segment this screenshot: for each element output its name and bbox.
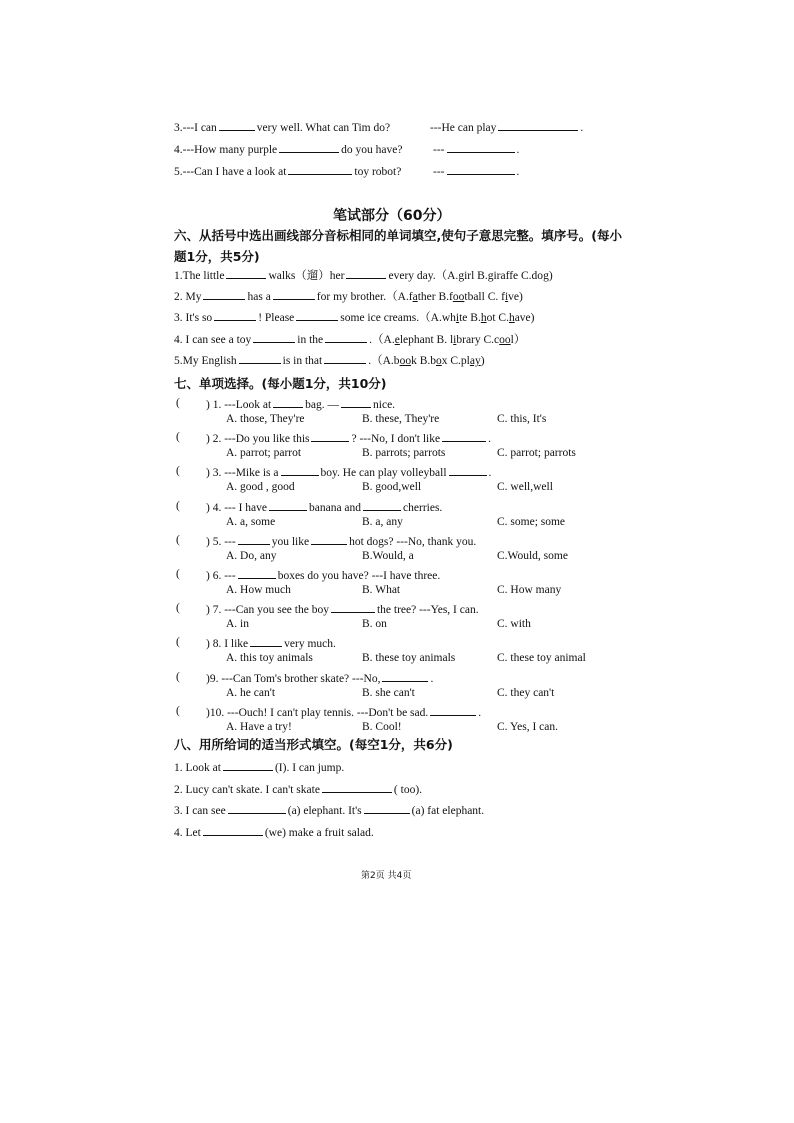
section-7-heading: 七、单项选择。(每小题1分，共10分) [174,376,387,391]
text: (we) make a fruit salad. [264,827,374,839]
question-text: ) 8. I like [206,638,249,650]
blank [226,268,266,279]
blank [311,431,349,442]
sec8-q3 [174,803,484,818]
blank [363,500,401,511]
blank [273,289,315,300]
underlined: i [453,334,457,346]
option-a: A. Have a try! [226,721,292,733]
text: ot C. [486,312,509,324]
option-a: A. a, some [226,516,276,528]
underlined: g [458,270,465,282]
question-text: )10. ---Ouch! I can't play tennis. ---Don't be sad. [206,707,429,719]
text: 3.---I can [174,122,217,134]
text: (I). I can jump. [274,762,345,774]
sec7-question-9 [206,671,433,685]
sec7-question-10 [206,705,481,719]
text: k B.b [411,355,436,367]
text: in the [297,334,324,346]
option-c: C. Yes, I can. [497,721,559,733]
question-text: ) 4. --- I have [206,502,267,514]
section-8-heading: 八、用所给词的适当形式填空。(每空1分，共6分) [174,737,453,752]
blank [281,465,319,476]
underlined: h [508,312,515,324]
text: ) [480,355,485,367]
blank [253,332,295,343]
option-c: C.Would, some [497,550,568,562]
question-text: . [488,467,492,479]
section-6-heading: 六、从括号中选出画线部分音标相同的单词填空,使句子意思完整。填序号。(每小 [174,228,622,243]
blank [447,142,515,153]
underlined: oo [499,334,511,346]
question-text: ) 5. --- [206,536,236,548]
sec6-q5 [174,353,485,368]
dialog-line-5-answer [433,164,519,179]
blank [219,120,255,131]
option-b: B. these, They're [362,413,440,425]
text: iraffe C.do [493,270,544,282]
sec8-q2 [174,782,422,797]
blank [324,353,366,364]
blank [311,534,347,545]
option-a: A. How much [226,584,291,596]
text: .（A. [369,334,395,346]
underlined: ay [469,355,481,367]
blank [296,310,338,321]
blank [346,268,386,279]
question-text: ? ---No, I don't like [351,433,441,445]
text: ---He can play [430,122,497,134]
text: ve) [508,291,523,303]
page-footer: 第2页 共4页 [361,871,412,881]
blank [449,465,487,476]
option-a: A. this toy animals [226,652,313,664]
underlined: i [455,312,460,324]
option-b: B.Would, a [362,550,414,562]
option-b: B. these toy animals [362,652,456,664]
question-text: nice. [373,399,396,411]
blank [273,397,303,408]
underlined: g [487,270,494,282]
dialog-line-5 [174,164,401,179]
text: --- [433,166,445,178]
answer-paren: ( [176,465,180,477]
blank [228,803,286,814]
text: . [580,122,584,134]
question-text: . [430,673,434,685]
question-text: ) 1. ---Look at [206,399,272,411]
underlined: i [504,291,509,303]
question-text: cherries. [403,502,443,514]
sec7-question-3 [206,465,491,479]
text: 4. I can see a toy [174,334,252,346]
answer-paren: ( [176,602,180,614]
question-text: very much. [284,638,336,650]
option-a: A. parrot; parrot [226,447,302,459]
text: (a) fat elephant. [411,805,485,817]
text: 1.The little [174,270,225,282]
underlined: o [435,355,442,367]
answer-paren: ( [176,431,180,443]
text: x C.pl [441,355,470,367]
answer-paren: ( [176,568,180,580]
blank [203,825,263,836]
option-a: A. good , good [226,481,295,493]
text: has a [247,291,271,303]
underlined: g [543,270,549,282]
sec6-q2 [174,289,523,304]
text: te B. [459,312,481,324]
blank [214,310,256,321]
dialog-line-4 [174,142,402,157]
blank [223,760,273,771]
blank [279,142,339,153]
text: 5.My English [174,355,237,367]
blank [442,431,486,442]
text: (a) elephant. It's [287,805,362,817]
option-a: A. in [226,618,249,630]
option-c: C. well,well [497,481,553,493]
option-b: B. parrots; parrots [362,447,446,459]
question-text: ) 2. ---Do you like this [206,433,310,445]
underlined: oo [399,355,412,367]
option-b: B. Cool! [362,721,402,733]
sec6-q1 [174,268,553,283]
answer-paren: ( [176,636,180,648]
blank [238,568,276,579]
blank [269,500,307,511]
blank [364,803,410,814]
option-a: A. Do, any [226,550,277,562]
blank [498,120,578,131]
question-text: ) 3. ---Mike is a [206,467,279,479]
question-text: . [478,707,482,719]
blank [331,602,375,613]
sec7-question-4 [206,500,442,514]
option-b: B. good,well [362,481,422,493]
question-text: the tree? ---Yes, I can. [376,604,479,616]
text: ) [548,270,553,282]
blank [288,164,352,175]
sec8-q1 [174,760,344,775]
blank [322,782,392,793]
sec7-question-1 [206,397,395,411]
text: .（A.b [368,355,400,367]
sec6-q3 [174,310,535,325]
text: is in that [282,355,323,367]
question-text: ) 6. --- [206,570,236,582]
question-text: )9. ---Can Tom's brother skate? ---No, [206,673,381,685]
option-b: B. a, any [362,516,403,528]
option-c: C. these toy animal [497,652,586,664]
text: tball C. f [464,291,505,303]
blank [250,636,282,647]
blank [325,332,367,343]
text: every day.（A. [388,270,459,282]
option-a: A. those, They're [226,413,305,425]
sec7-question-5 [206,534,476,548]
option-b: B. What [362,584,401,596]
answer-paren: ( [176,705,180,717]
text: ave) [514,312,535,324]
question-text: banana and [308,502,362,514]
option-b: B. on [362,618,387,630]
text: brary C.c [456,334,500,346]
text: do you have? [341,144,403,156]
written-section-title: 笔试部分（60分） [333,208,451,224]
blank [239,353,281,364]
underlined: a [412,291,418,303]
text: . [516,166,520,178]
text: ! Please [258,312,295,324]
dialog-line-4-answer [433,142,519,157]
blank [203,289,245,300]
question-text: hot dogs? ---No, thank you. [349,536,477,548]
text: some ice creams.（A.wh [340,312,456,324]
underlined: h [480,312,487,324]
question-text: . [488,433,491,445]
text: . [516,144,520,156]
text: 4.---How many purple [174,144,278,156]
option-a: A. he can't [226,687,276,699]
option-c: C. with [497,618,531,630]
text: irl B. [464,270,488,282]
text: 2. My [174,291,202,303]
text: --- [433,144,445,156]
question-text: you like [271,536,310,548]
text: 1. Look at [174,762,221,774]
text: 3. I can see [174,805,226,817]
text: very well. What can Tim do? [256,122,391,134]
underlined: e [394,334,400,346]
blank [430,705,476,716]
text: 3. It's so [174,312,213,324]
text: 5.---Can I have a look at [174,166,287,178]
question-text: ) 7. ---Can you see the boy [206,604,329,616]
option-c: C. How many [497,584,562,596]
sec7-question-8 [206,636,336,650]
dialog-line-3 [174,120,390,135]
text: 4. Let [174,827,201,839]
sec6-q4 [174,332,525,347]
answer-paren: ( [176,671,180,683]
option-c: C. parrot; parrots [497,447,576,459]
blank [447,164,515,175]
blank [382,671,428,682]
text: l） [510,334,526,346]
option-b: B. she can't [362,687,415,699]
question-text: boxes do you have? ---I have three. [277,570,441,582]
answer-paren: ( [176,397,180,409]
blank [341,397,371,408]
answer-paren: ( [176,534,180,546]
blank [238,534,270,545]
text: walks（遛）her [268,270,345,282]
sec7-question-7 [206,602,479,616]
dialog-line-3-answer [430,120,583,135]
question-text: boy. He can play volleyball [320,467,447,479]
option-c: C. they can't [497,687,555,699]
text: ( too). [393,784,423,796]
text: ther B.f [417,291,453,303]
underlined: oo [452,291,465,303]
text: for my brother.（A.f [316,291,413,303]
sec7-question-2 [206,431,491,445]
text: 2. Lucy can't skate. I can't skate [174,784,320,796]
section-6-heading-cont: 题1分，共5分) [174,249,260,264]
sec7-question-6 [206,568,440,582]
answer-paren: ( [176,500,180,512]
option-c: C. this, It's [497,413,547,425]
text: toy robot? [354,166,402,178]
sec8-q4 [174,825,374,840]
text: lephant B. l [399,334,454,346]
question-text: bag. — [305,399,340,411]
option-c: C. some; some [497,516,566,528]
